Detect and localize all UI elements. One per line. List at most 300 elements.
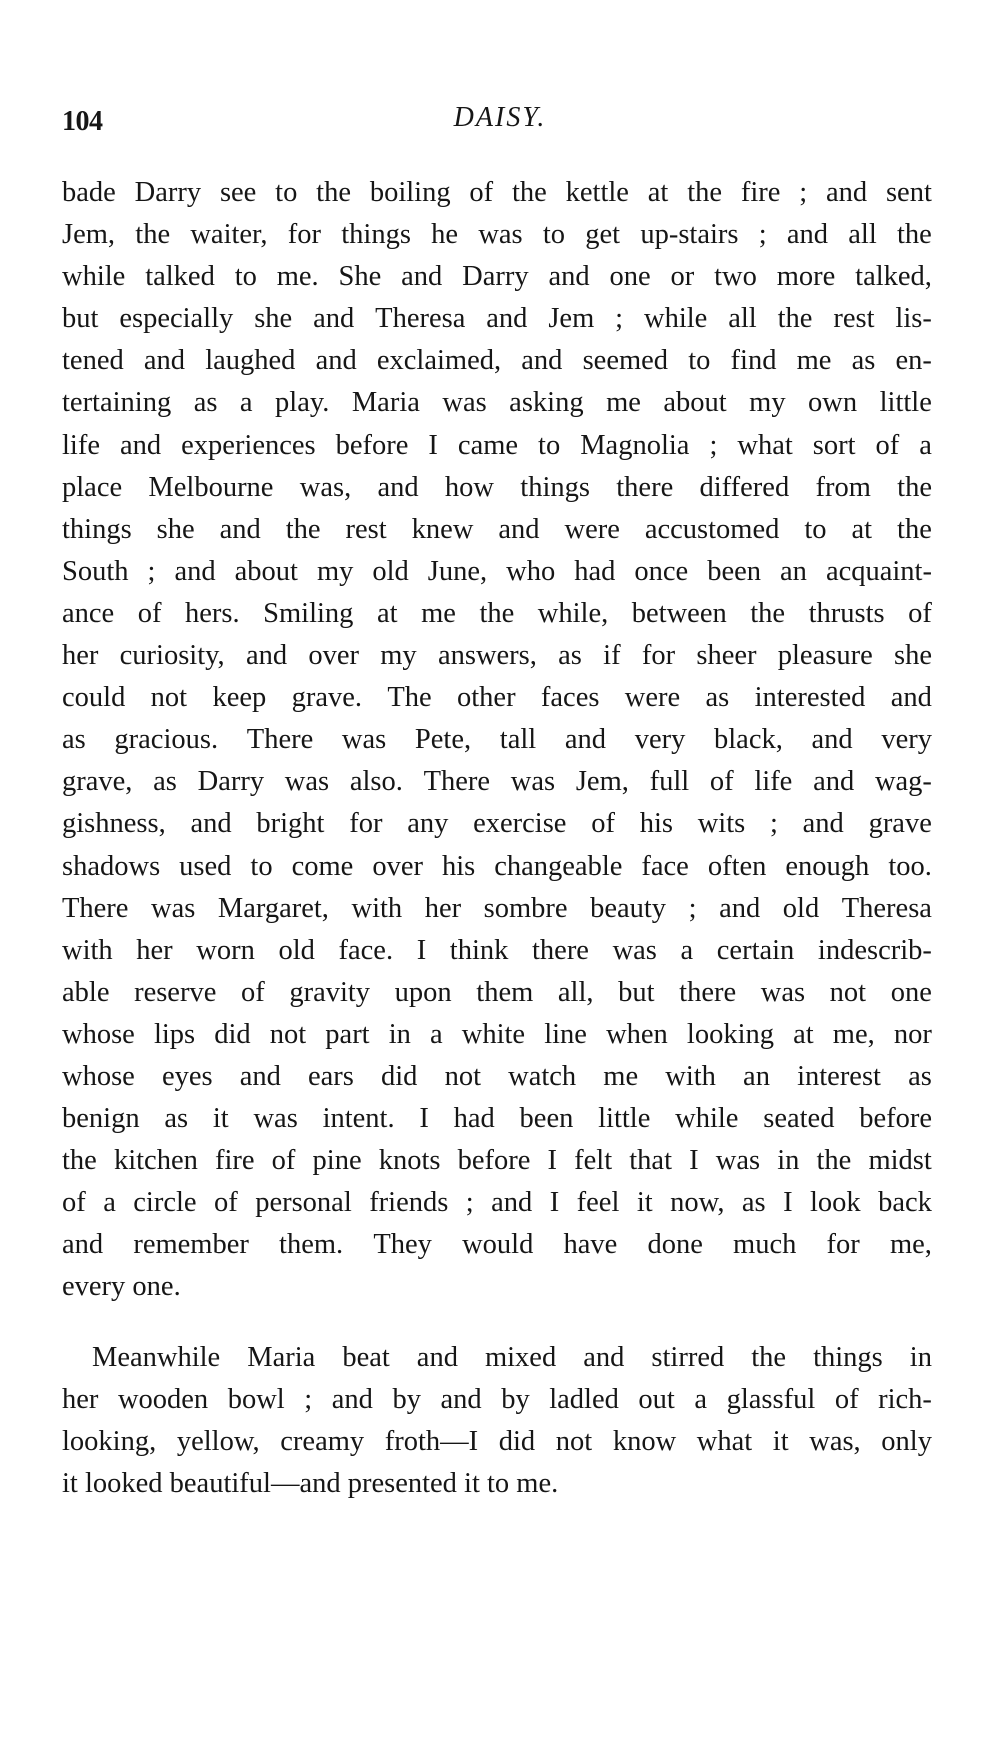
word: for [641, 640, 676, 672]
word: exclaimed, [376, 345, 502, 377]
word: out [638, 1383, 675, 1415]
word: one [890, 976, 932, 1008]
word: ; [147, 555, 156, 587]
text-line [62, 803, 932, 845]
word: was [715, 1145, 761, 1177]
paragraph-gap [62, 1309, 932, 1337]
word: his [639, 808, 673, 840]
word: ance [62, 597, 115, 629]
word: from [815, 471, 871, 503]
word: were [564, 513, 620, 545]
word: and [583, 1341, 625, 1373]
text-line [62, 846, 932, 888]
word: been [707, 555, 762, 587]
word: an [780, 555, 807, 587]
line-text: every one. [62, 1271, 181, 1303]
word: There [246, 724, 314, 756]
word: pine [312, 1145, 362, 1177]
word: and [548, 261, 590, 293]
word: interested [754, 682, 866, 714]
word: and [143, 345, 186, 377]
word: what [737, 429, 793, 461]
word: me. [276, 261, 319, 293]
word: wag- [874, 766, 932, 798]
text-line [62, 1014, 932, 1056]
word: full [649, 766, 690, 798]
word: by [392, 1383, 421, 1415]
word: beauty [590, 892, 667, 924]
word: come [291, 850, 354, 882]
word: especially [119, 303, 234, 335]
word: talked [145, 261, 215, 293]
word: she [254, 303, 293, 335]
word: of [469, 177, 494, 208]
word: what [696, 1425, 753, 1457]
word: en- [895, 345, 932, 377]
word: as [153, 766, 177, 798]
word: back [878, 1187, 932, 1219]
word: much [733, 1229, 797, 1261]
word: gracious. [114, 724, 219, 756]
word: could [62, 682, 126, 714]
word: glassful [726, 1383, 816, 1415]
word: old [372, 555, 409, 587]
word: not [269, 1018, 307, 1050]
word: own [808, 387, 858, 419]
word: me, [832, 1018, 875, 1050]
word: as [908, 1060, 932, 1092]
word: was, [809, 1425, 861, 1457]
word: over [372, 850, 423, 882]
text-line [62, 1182, 932, 1224]
word: her [62, 640, 99, 672]
word: the [135, 219, 171, 251]
word: of [271, 1145, 296, 1177]
word: grave [868, 808, 932, 840]
word: the [479, 597, 515, 629]
word: I [428, 429, 438, 461]
word: indescrib- [817, 934, 932, 966]
word: and [315, 345, 357, 377]
word: my [749, 387, 786, 419]
word: creamy [280, 1425, 365, 1457]
word: and [440, 1383, 482, 1415]
word: know [612, 1425, 677, 1457]
word: lis- [895, 303, 932, 335]
word: stirred [651, 1341, 725, 1373]
word: talked, [855, 261, 932, 293]
word: also. [349, 766, 403, 798]
word: I [419, 1103, 429, 1135]
word: They [373, 1229, 432, 1261]
word: eyes [161, 1060, 213, 1092]
word: sort [812, 429, 856, 461]
text-line [62, 719, 932, 761]
word: with [351, 892, 403, 924]
word: ladled [549, 1383, 619, 1415]
word: knew [411, 513, 474, 545]
word: a [430, 1018, 443, 1050]
word: too. [888, 850, 932, 882]
word: sombre [483, 892, 568, 924]
word: fire [214, 1145, 255, 1177]
word: mixed [484, 1341, 557, 1373]
word: of [834, 1383, 859, 1415]
text-line [62, 1224, 932, 1266]
word: froth—I [384, 1425, 479, 1457]
word: grave, [62, 766, 133, 798]
word: Darry [134, 177, 202, 208]
word: bright [256, 808, 325, 840]
word: of [137, 597, 162, 629]
word: circle [133, 1187, 197, 1219]
word: had [453, 1103, 495, 1135]
word: and [786, 219, 829, 251]
word: ; [688, 892, 697, 924]
word: kitchen [113, 1145, 198, 1177]
word: two [714, 261, 757, 293]
word: hers. [185, 597, 240, 629]
word: and [331, 1383, 373, 1415]
word: to [538, 429, 561, 461]
word: rich- [878, 1383, 932, 1415]
word: South [62, 555, 129, 587]
word: not [555, 1425, 593, 1457]
word: and [811, 724, 853, 756]
word: her [424, 892, 462, 924]
word: his [441, 850, 476, 882]
word: ears [308, 1060, 354, 1092]
word: of [62, 1187, 86, 1219]
word: Meanwhile [92, 1341, 221, 1373]
word: of [908, 597, 932, 629]
word: I [547, 1145, 558, 1177]
word: black, [714, 724, 783, 756]
word: to [234, 261, 257, 293]
word: a [680, 934, 694, 966]
word: asking [509, 387, 584, 419]
word: not [829, 976, 867, 1008]
paragraph [62, 172, 932, 1309]
word: looking, [62, 1425, 157, 1457]
word: wits [697, 808, 746, 840]
text-line [62, 172, 932, 214]
running-title: DAISY. [453, 102, 547, 133]
text-line [62, 761, 932, 803]
word: acquaint- [825, 555, 932, 587]
word: she [893, 640, 932, 672]
word: Maria [351, 387, 420, 419]
word: and [62, 1229, 104, 1261]
word: as [741, 1187, 766, 1219]
word: the [750, 597, 786, 629]
word: and [486, 303, 528, 335]
word: thrusts [808, 597, 885, 629]
word: accustomed [644, 513, 780, 545]
word: me, [889, 1229, 932, 1261]
word: see [219, 177, 257, 208]
word: me [603, 1060, 639, 1092]
word: any [407, 808, 449, 840]
word: and [802, 808, 844, 840]
word: There [423, 766, 491, 798]
text-line [62, 467, 932, 509]
word: her [136, 934, 173, 966]
word: shadows [62, 850, 161, 882]
text-line [62, 1140, 932, 1182]
word: the [897, 513, 932, 545]
word: between [631, 597, 727, 629]
word: came [457, 429, 519, 461]
word: to [804, 513, 827, 545]
word: reserve [134, 976, 217, 1008]
word: Jem [548, 303, 595, 335]
word: as [62, 724, 86, 756]
text-line [62, 1266, 932, 1308]
word: a [694, 1383, 708, 1415]
word: bowl [227, 1383, 285, 1415]
word: and [890, 682, 932, 714]
word: for [826, 1229, 860, 1261]
page-number: 104 [62, 106, 103, 137]
word: and [239, 1060, 281, 1092]
word: were [624, 682, 681, 714]
word: up-stairs [640, 219, 739, 251]
word: The [387, 682, 432, 714]
text-line [62, 1098, 932, 1140]
word: I [783, 1187, 793, 1219]
word: and [245, 640, 288, 672]
word: while, [537, 597, 609, 629]
word: when [606, 1018, 668, 1050]
word: tall [499, 724, 537, 756]
word: the [285, 513, 321, 545]
word: face. [338, 934, 394, 966]
text-line [62, 677, 932, 719]
word: gishness, [62, 808, 166, 840]
word: whose [62, 1018, 135, 1050]
text-line [62, 930, 932, 972]
word: while [62, 261, 126, 293]
word: and [521, 345, 563, 377]
word: Jem, [62, 219, 116, 251]
word: changeable [494, 850, 623, 882]
word: remember [133, 1229, 249, 1261]
word: little [598, 1103, 651, 1135]
word: life [754, 766, 793, 798]
word: by [501, 1383, 530, 1415]
word: while [643, 303, 708, 335]
word: feel [576, 1187, 620, 1219]
word: me [796, 345, 832, 377]
word: before [335, 429, 409, 461]
word: it [772, 1425, 789, 1457]
word: knots [378, 1145, 441, 1177]
word: face [641, 850, 689, 882]
word: all [728, 303, 757, 335]
word: get [585, 219, 621, 251]
word: and [219, 513, 261, 545]
word: Darry [197, 766, 265, 798]
word: all [848, 219, 877, 251]
word: with [665, 1060, 716, 1092]
word: was [284, 766, 330, 798]
word: was [151, 892, 196, 924]
word: the [62, 1145, 97, 1177]
word: me [606, 387, 641, 419]
word: the [816, 1145, 852, 1177]
word: white [461, 1018, 526, 1050]
word: whose [62, 1060, 135, 1092]
word: often [707, 850, 767, 882]
word: she [156, 513, 195, 545]
word: part [325, 1018, 370, 1050]
word: the [316, 177, 351, 208]
word: grave. [291, 682, 363, 714]
text-line [62, 1056, 932, 1098]
text-line [62, 593, 932, 635]
word: as [193, 387, 218, 419]
word: used [179, 850, 232, 882]
word: Pete, [414, 724, 472, 756]
word: and [377, 471, 419, 503]
word: watch [508, 1060, 577, 1092]
word: with [62, 934, 113, 966]
word: did [498, 1425, 536, 1457]
word: was [442, 387, 487, 419]
word: the [687, 177, 723, 208]
word: and [491, 1187, 533, 1219]
word: ; [799, 177, 808, 208]
word: old [278, 934, 315, 966]
word: of [591, 808, 615, 840]
word: me [421, 597, 456, 629]
text-line [62, 1337, 932, 1379]
word: find [730, 345, 777, 377]
word: a [103, 1187, 116, 1219]
word: there [532, 934, 589, 966]
word: as [558, 640, 582, 672]
word: sent [885, 177, 932, 208]
word: things [341, 219, 411, 251]
word: was [760, 976, 806, 1008]
word: the [777, 303, 813, 335]
word: the [511, 177, 547, 208]
word: my [380, 640, 417, 672]
word: Smiling [263, 597, 354, 629]
text-line [62, 551, 932, 593]
word: felt [574, 1145, 613, 1177]
word: and [174, 555, 216, 587]
word: rest [345, 513, 387, 545]
text-line [62, 635, 932, 677]
word: did [214, 1018, 251, 1050]
word: able [62, 976, 110, 1008]
word: differed [699, 471, 790, 503]
text-line [62, 298, 932, 340]
word: of [709, 766, 734, 798]
word: as [851, 345, 876, 377]
word: Theresa [375, 303, 466, 335]
word: look [810, 1187, 861, 1219]
word: in [388, 1018, 411, 1050]
word: them. [279, 1229, 344, 1261]
word: was [341, 724, 387, 756]
text-line [62, 382, 932, 424]
word: very [634, 724, 686, 756]
word: ; [615, 303, 624, 335]
line-text: it looked beautiful—and presented it to me. [62, 1467, 559, 1499]
word: yellow, [176, 1425, 260, 1457]
word: an [743, 1060, 770, 1092]
text-line [62, 425, 932, 467]
word: to [275, 177, 298, 208]
word: boiling [369, 177, 451, 208]
word: would [462, 1229, 534, 1261]
word: not [444, 1060, 481, 1092]
word: my [316, 555, 354, 587]
word: old [782, 892, 820, 924]
text-line [62, 1379, 932, 1421]
word: little [879, 387, 932, 419]
word: more [776, 261, 836, 293]
word: June, [427, 555, 488, 587]
word: while [675, 1103, 739, 1135]
word: one [609, 261, 651, 293]
word: in [777, 1145, 800, 1177]
word: to [688, 345, 711, 377]
body-text [62, 172, 932, 1505]
word: there [616, 471, 674, 503]
word: did [381, 1060, 418, 1092]
word: laughed [205, 345, 296, 377]
word: faces [540, 682, 600, 714]
word: that [629, 1145, 673, 1177]
paragraph [62, 1337, 932, 1505]
word: and [825, 177, 868, 208]
word: about [234, 555, 298, 587]
word: and [719, 892, 761, 924]
word: to [542, 219, 566, 251]
word: wooden [117, 1383, 209, 1415]
word: beat [342, 1341, 390, 1373]
word: a [239, 387, 253, 419]
word: or [670, 261, 695, 293]
word: it [636, 1187, 653, 1219]
word: and [119, 429, 162, 461]
text-line [62, 509, 932, 551]
word: lips [153, 1018, 196, 1050]
word: sheer [696, 640, 757, 672]
word: all, [557, 976, 594, 1008]
word: to [250, 850, 273, 882]
word: fire [740, 177, 781, 208]
word: now, [670, 1187, 725, 1219]
text-line [62, 214, 932, 256]
text-line [62, 1463, 932, 1505]
word: ; [709, 429, 718, 461]
word: gravity [289, 976, 371, 1008]
word: enough [785, 850, 870, 882]
word: and [313, 303, 355, 335]
word: place [62, 471, 123, 503]
word: benign [62, 1103, 140, 1135]
word: bade [62, 177, 116, 208]
word: I [549, 1187, 560, 1219]
word: Maria [247, 1341, 316, 1373]
word: keep [212, 682, 267, 714]
word: a [919, 429, 932, 461]
